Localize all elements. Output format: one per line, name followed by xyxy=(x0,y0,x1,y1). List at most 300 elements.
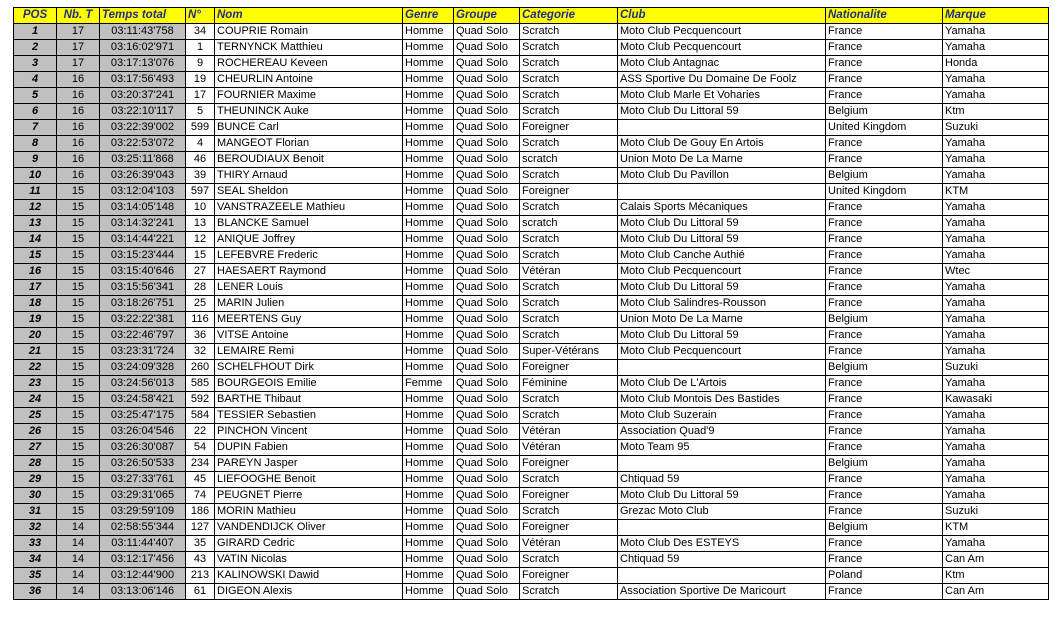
cell-total-time: 03:11:43'758 xyxy=(100,24,186,40)
cell-rider-name: BARTHE Thibaut xyxy=(215,392,403,408)
cell-brand: Yamaha xyxy=(943,296,1049,312)
cell-total-time: 03:16:02'971 xyxy=(100,40,186,56)
cell-brand: Yamaha xyxy=(943,344,1049,360)
cell-category: Scratch xyxy=(520,392,618,408)
cell-category: Féminine xyxy=(520,376,618,392)
cell-group: Quad Solo xyxy=(454,296,520,312)
cell-total-time: 03:18:26'751 xyxy=(100,296,186,312)
table-row xyxy=(14,104,1049,120)
cell-total-time: 03:14:32'241 xyxy=(100,216,186,232)
cell-bib-number: 116 xyxy=(186,312,215,328)
cell-rider-name: DUPIN Fabien xyxy=(215,440,403,456)
cell-total-time: 03:12:04'103 xyxy=(100,184,186,200)
cell-bib-number: 1 xyxy=(186,40,215,56)
cell-total-time: 03:15:40'646 xyxy=(100,264,186,280)
cell-brand: Yamaha xyxy=(943,72,1049,88)
cell-group: Quad Solo xyxy=(454,584,520,600)
cell-brand: Yamaha xyxy=(943,200,1049,216)
cell-rider-name: THIRY Arnaud xyxy=(215,168,403,184)
cell-brand: Yamaha xyxy=(943,424,1049,440)
cell-bib-number: 43 xyxy=(186,552,215,568)
cell-rider-name: SCHELFHOUT Dirk xyxy=(215,360,403,376)
table-row xyxy=(14,536,1049,552)
table-row xyxy=(14,184,1049,200)
cell-position: 6 xyxy=(14,104,57,120)
cell-bib-number: 186 xyxy=(186,504,215,520)
cell-nationality: France xyxy=(826,136,943,152)
cell-club: Association Quad'9 xyxy=(618,424,826,440)
cell-total-time: 03:27:33'761 xyxy=(100,472,186,488)
cell-bib-number: 36 xyxy=(186,328,215,344)
cell-bib-number: 9 xyxy=(186,56,215,72)
cell-club: Moto Club Du Pavillon xyxy=(618,168,826,184)
cell-category: Scratch xyxy=(520,168,618,184)
cell-club: Moto Club Suzerain xyxy=(618,408,826,424)
table-row xyxy=(14,296,1049,312)
cell-total-time: 03:13:06'146 xyxy=(100,584,186,600)
cell-gender: Homme xyxy=(403,232,454,248)
cell-category: Scratch xyxy=(520,408,618,424)
cell-club: Moto Club Des ESTEYS xyxy=(618,536,826,552)
cell-rider-name: THEUNINCK Auke xyxy=(215,104,403,120)
cell-category: Scratch xyxy=(520,232,618,248)
cell-laps: 15 xyxy=(57,376,100,392)
cell-nationality: France xyxy=(826,152,943,168)
cell-bib-number: 25 xyxy=(186,296,215,312)
cell-rider-name: PEUGNET Pierre xyxy=(215,488,403,504)
cell-club xyxy=(618,120,826,136)
cell-position: 13 xyxy=(14,216,57,232)
cell-total-time: 03:24:58'421 xyxy=(100,392,186,408)
cell-brand: Yamaha xyxy=(943,24,1049,40)
cell-brand: Suzuki xyxy=(943,360,1049,376)
cell-nationality: France xyxy=(826,40,943,56)
cell-laps: 17 xyxy=(57,56,100,72)
cell-brand: Yamaha xyxy=(943,248,1049,264)
cell-gender: Homme xyxy=(403,184,454,200)
cell-club: Moto Club Montois Des Bastides xyxy=(618,392,826,408)
cell-laps: 15 xyxy=(57,424,100,440)
cell-bib-number: 17 xyxy=(186,88,215,104)
cell-nationality: Belgium xyxy=(826,360,943,376)
cell-brand: Yamaha xyxy=(943,88,1049,104)
header-gender: Genre xyxy=(403,8,454,24)
cell-club: Moto Team 95 xyxy=(618,440,826,456)
cell-category: Scratch xyxy=(520,136,618,152)
cell-category: Scratch xyxy=(520,40,618,56)
cell-gender: Homme xyxy=(403,440,454,456)
cell-gender: Homme xyxy=(403,88,454,104)
cell-group: Quad Solo xyxy=(454,520,520,536)
cell-brand: Yamaha xyxy=(943,168,1049,184)
table-row xyxy=(14,328,1049,344)
cell-gender: Homme xyxy=(403,312,454,328)
cell-group: Quad Solo xyxy=(454,200,520,216)
cell-position: 26 xyxy=(14,424,57,440)
cell-total-time: 03:26:50'533 xyxy=(100,456,186,472)
cell-bib-number: 19 xyxy=(186,72,215,88)
cell-club: Moto Club Du Littoral 59 xyxy=(618,488,826,504)
cell-position: 33 xyxy=(14,536,57,552)
cell-rider-name: GIRARD Cedric xyxy=(215,536,403,552)
cell-nationality: Belgium xyxy=(826,520,943,536)
cell-position: 4 xyxy=(14,72,57,88)
cell-laps: 15 xyxy=(57,216,100,232)
cell-bib-number: 61 xyxy=(186,584,215,600)
cell-rider-name: BEROUDIAUX Benoit xyxy=(215,152,403,168)
cell-club xyxy=(618,568,826,584)
cell-rider-name: TESSIER Sebastien xyxy=(215,408,403,424)
cell-laps: 16 xyxy=(57,72,100,88)
cell-nationality: France xyxy=(826,200,943,216)
cell-gender: Homme xyxy=(403,216,454,232)
cell-laps: 15 xyxy=(57,184,100,200)
cell-rider-name: BUNCE Carl xyxy=(215,120,403,136)
cell-group: Quad Solo xyxy=(454,216,520,232)
cell-brand: Suzuki xyxy=(943,120,1049,136)
cell-position: 9 xyxy=(14,152,57,168)
cell-category: Vétéran xyxy=(520,264,618,280)
cell-group: Quad Solo xyxy=(454,88,520,104)
cell-nationality: Belgium xyxy=(826,168,943,184)
table-row xyxy=(14,360,1049,376)
cell-category: Foreigner xyxy=(520,488,618,504)
cell-bib-number: 584 xyxy=(186,408,215,424)
cell-group: Quad Solo xyxy=(454,344,520,360)
cell-brand: Yamaha xyxy=(943,312,1049,328)
cell-total-time: 03:22:22'381 xyxy=(100,312,186,328)
cell-group: Quad Solo xyxy=(454,120,520,136)
cell-laps: 14 xyxy=(57,552,100,568)
cell-nationality: France xyxy=(826,552,943,568)
cell-rider-name: CHEURLIN Antoine xyxy=(215,72,403,88)
cell-nationality: United Kingdom xyxy=(826,184,943,200)
cell-rider-name: PINCHON Vincent xyxy=(215,424,403,440)
cell-group: Quad Solo xyxy=(454,264,520,280)
table-row xyxy=(14,136,1049,152)
cell-bib-number: 597 xyxy=(186,184,215,200)
cell-group: Quad Solo xyxy=(454,184,520,200)
table-row xyxy=(14,520,1049,536)
table-row xyxy=(14,200,1049,216)
cell-rider-name: BLANCKE Samuel xyxy=(215,216,403,232)
cell-laps: 15 xyxy=(57,200,100,216)
cell-laps: 15 xyxy=(57,232,100,248)
cell-gender: Homme xyxy=(403,264,454,280)
cell-rider-name: PAREYN Jasper xyxy=(215,456,403,472)
cell-gender: Homme xyxy=(403,248,454,264)
cell-bib-number: 127 xyxy=(186,520,215,536)
cell-laps: 15 xyxy=(57,456,100,472)
table-row xyxy=(14,488,1049,504)
cell-laps: 16 xyxy=(57,168,100,184)
cell-position: 21 xyxy=(14,344,57,360)
cell-nationality: France xyxy=(826,504,943,520)
cell-bib-number: 27 xyxy=(186,264,215,280)
cell-rider-name: ANIQUE Joffrey xyxy=(215,232,403,248)
cell-club: Moto Club Pecquencourt xyxy=(618,344,826,360)
table-row xyxy=(14,504,1049,520)
cell-group: Quad Solo xyxy=(454,440,520,456)
cell-rider-name: MORIN Mathieu xyxy=(215,504,403,520)
cell-total-time: 03:20:37'241 xyxy=(100,88,186,104)
cell-position: 32 xyxy=(14,520,57,536)
cell-laps: 15 xyxy=(57,472,100,488)
cell-rider-name: SEAL Sheldon xyxy=(215,184,403,200)
cell-total-time: 03:23:31'724 xyxy=(100,344,186,360)
cell-gender: Homme xyxy=(403,344,454,360)
cell-nationality: France xyxy=(826,264,943,280)
cell-brand: Wtec xyxy=(943,264,1049,280)
cell-position: 12 xyxy=(14,200,57,216)
cell-category: Scratch xyxy=(520,56,618,72)
table-row xyxy=(14,40,1049,56)
cell-rider-name: ROCHEREAU Keveen xyxy=(215,56,403,72)
table-row xyxy=(14,24,1049,40)
cell-position: 25 xyxy=(14,408,57,424)
table-row xyxy=(14,72,1049,88)
cell-category: Vétéran xyxy=(520,440,618,456)
cell-bib-number: 39 xyxy=(186,168,215,184)
header-laps: Nb. T xyxy=(57,8,100,24)
cell-group: Quad Solo xyxy=(454,328,520,344)
table-row xyxy=(14,216,1049,232)
cell-rider-name: MEERTENS Guy xyxy=(215,312,403,328)
cell-position: 19 xyxy=(14,312,57,328)
cell-total-time: 03:24:56'013 xyxy=(100,376,186,392)
cell-total-time: 03:29:59'109 xyxy=(100,504,186,520)
cell-laps: 15 xyxy=(57,344,100,360)
cell-total-time: 03:22:46'797 xyxy=(100,328,186,344)
cell-club: Chtiquad 59 xyxy=(618,472,826,488)
cell-gender: Homme xyxy=(403,280,454,296)
cell-rider-name: DIGEON Alexis xyxy=(215,584,403,600)
cell-total-time: 03:17:13'076 xyxy=(100,56,186,72)
cell-brand: Yamaha xyxy=(943,440,1049,456)
cell-total-time: 03:22:10'117 xyxy=(100,104,186,120)
cell-club: Moto Club Du Littoral 59 xyxy=(618,328,826,344)
cell-position: 17 xyxy=(14,280,57,296)
cell-rider-name: LIEFOOGHE Benoit xyxy=(215,472,403,488)
cell-gender: Femme xyxy=(403,376,454,392)
cell-total-time: 03:17:56'493 xyxy=(100,72,186,88)
header-club: Club xyxy=(618,8,826,24)
cell-total-time: 03:26:39'043 xyxy=(100,168,186,184)
cell-bib-number: 15 xyxy=(186,248,215,264)
table-row xyxy=(14,552,1049,568)
cell-category: Scratch xyxy=(520,104,618,120)
cell-laps: 15 xyxy=(57,408,100,424)
cell-bib-number: 13 xyxy=(186,216,215,232)
cell-gender: Homme xyxy=(403,488,454,504)
cell-nationality: France xyxy=(826,24,943,40)
cell-bib-number: 54 xyxy=(186,440,215,456)
cell-position: 24 xyxy=(14,392,57,408)
cell-nationality: Belgium xyxy=(826,312,943,328)
cell-nationality: France xyxy=(826,72,943,88)
cell-club xyxy=(618,184,826,200)
cell-brand: Can Am xyxy=(943,584,1049,600)
cell-group: Quad Solo xyxy=(454,56,520,72)
cell-position: 35 xyxy=(14,568,57,584)
cell-laps: 14 xyxy=(57,568,100,584)
cell-laps: 15 xyxy=(57,264,100,280)
cell-total-time: 02:58:55'344 xyxy=(100,520,186,536)
cell-category: Scratch xyxy=(520,24,618,40)
table-row xyxy=(14,152,1049,168)
table-body xyxy=(14,24,1049,600)
header-category: Categorie xyxy=(520,8,618,24)
header-position: POS xyxy=(14,8,57,24)
cell-club: Moto Club Du Littoral 59 xyxy=(618,232,826,248)
cell-nationality: France xyxy=(826,440,943,456)
cell-laps: 15 xyxy=(57,504,100,520)
cell-position: 10 xyxy=(14,168,57,184)
table-row xyxy=(14,344,1049,360)
cell-brand: Yamaha xyxy=(943,136,1049,152)
cell-gender: Homme xyxy=(403,504,454,520)
cell-rider-name: FOURNIER Maxime xyxy=(215,88,403,104)
cell-club: Moto Club Pecquencourt xyxy=(618,40,826,56)
cell-total-time: 03:11:44'407 xyxy=(100,536,186,552)
cell-laps: 16 xyxy=(57,136,100,152)
cell-nationality: France xyxy=(826,248,943,264)
cell-brand: Can Am xyxy=(943,552,1049,568)
cell-brand: KTM xyxy=(943,184,1049,200)
cell-category: Foreigner xyxy=(520,520,618,536)
cell-laps: 15 xyxy=(57,280,100,296)
cell-nationality: France xyxy=(826,536,943,552)
cell-position: 15 xyxy=(14,248,57,264)
cell-total-time: 03:29:31'065 xyxy=(100,488,186,504)
cell-rider-name: VANDENDIJCK Oliver xyxy=(215,520,403,536)
cell-category: scratch xyxy=(520,152,618,168)
cell-position: 23 xyxy=(14,376,57,392)
cell-club: Union Moto De La Marne xyxy=(618,312,826,328)
cell-gender: Homme xyxy=(403,392,454,408)
cell-nationality: Poland xyxy=(826,568,943,584)
cell-nationality: France xyxy=(826,280,943,296)
cell-gender: Homme xyxy=(403,424,454,440)
cell-rider-name: KALINOWSKI Dawid xyxy=(215,568,403,584)
cell-category: Foreigner xyxy=(520,120,618,136)
table-row xyxy=(14,424,1049,440)
cell-category: Scratch xyxy=(520,472,618,488)
cell-rider-name: LEFEBVRE Frederic xyxy=(215,248,403,264)
cell-bib-number: 260 xyxy=(186,360,215,376)
cell-club: Moto Club Du Littoral 59 xyxy=(618,280,826,296)
cell-rider-name: LENER Louis xyxy=(215,280,403,296)
cell-position: 3 xyxy=(14,56,57,72)
cell-nationality: France xyxy=(826,344,943,360)
cell-category: Foreigner xyxy=(520,456,618,472)
cell-total-time: 03:24:09'328 xyxy=(100,360,186,376)
cell-position: 8 xyxy=(14,136,57,152)
cell-nationality: France xyxy=(826,488,943,504)
table-row xyxy=(14,168,1049,184)
cell-category: Scratch xyxy=(520,312,618,328)
cell-gender: Homme xyxy=(403,568,454,584)
cell-position: 2 xyxy=(14,40,57,56)
cell-rider-name: HAESAERT Raymond xyxy=(215,264,403,280)
header-nationality: Nationalite xyxy=(826,8,943,24)
cell-bib-number: 74 xyxy=(186,488,215,504)
cell-category: scratch xyxy=(520,216,618,232)
cell-position: 7 xyxy=(14,120,57,136)
table-row xyxy=(14,120,1049,136)
cell-category: Scratch xyxy=(520,584,618,600)
cell-bib-number: 4 xyxy=(186,136,215,152)
cell-nationality: France xyxy=(826,584,943,600)
cell-group: Quad Solo xyxy=(454,248,520,264)
cell-bib-number: 46 xyxy=(186,152,215,168)
cell-position: 36 xyxy=(14,584,57,600)
table-row xyxy=(14,568,1049,584)
cell-nationality: Belgium xyxy=(826,456,943,472)
cell-category: Scratch xyxy=(520,280,618,296)
cell-laps: 15 xyxy=(57,328,100,344)
cell-position: 16 xyxy=(14,264,57,280)
cell-laps: 16 xyxy=(57,120,100,136)
cell-position: 18 xyxy=(14,296,57,312)
cell-brand: Yamaha xyxy=(943,488,1049,504)
table-row xyxy=(14,472,1049,488)
cell-brand: Yamaha xyxy=(943,328,1049,344)
cell-group: Quad Solo xyxy=(454,152,520,168)
cell-group: Quad Solo xyxy=(454,104,520,120)
cell-bib-number: 28 xyxy=(186,280,215,296)
cell-bib-number: 5 xyxy=(186,104,215,120)
table-row xyxy=(14,584,1049,600)
cell-laps: 15 xyxy=(57,488,100,504)
cell-category: Scratch xyxy=(520,88,618,104)
cell-nationality: Belgium xyxy=(826,104,943,120)
cell-club xyxy=(618,520,826,536)
table-row xyxy=(14,232,1049,248)
cell-gender: Homme xyxy=(403,456,454,472)
cell-bib-number: 592 xyxy=(186,392,215,408)
cell-nationality: France xyxy=(826,216,943,232)
cell-gender: Homme xyxy=(403,40,454,56)
cell-club: Moto Club Salindres-Rousson xyxy=(618,296,826,312)
cell-laps: 14 xyxy=(57,520,100,536)
cell-brand: Ktm xyxy=(943,104,1049,120)
cell-laps: 15 xyxy=(57,392,100,408)
cell-group: Quad Solo xyxy=(454,408,520,424)
cell-group: Quad Solo xyxy=(454,392,520,408)
cell-gender: Homme xyxy=(403,136,454,152)
cell-rider-name: MANGEOT Florian xyxy=(215,136,403,152)
cell-brand: Honda xyxy=(943,56,1049,72)
cell-club: Moto Club Marle Et Voharies xyxy=(618,88,826,104)
cell-club: ASS Sportive Du Domaine De Foolz xyxy=(618,72,826,88)
cell-total-time: 03:22:39'002 xyxy=(100,120,186,136)
cell-club: Moto Club Du Littoral 59 xyxy=(618,104,826,120)
cell-position: 5 xyxy=(14,88,57,104)
cell-brand: Yamaha xyxy=(943,40,1049,56)
cell-laps: 14 xyxy=(57,584,100,600)
cell-club: Grezac Moto Club xyxy=(618,504,826,520)
cell-gender: Homme xyxy=(403,472,454,488)
cell-nationality: France xyxy=(826,296,943,312)
cell-nationality: France xyxy=(826,392,943,408)
cell-nationality: France xyxy=(826,424,943,440)
cell-bib-number: 12 xyxy=(186,232,215,248)
cell-total-time: 03:26:04'546 xyxy=(100,424,186,440)
table-row xyxy=(14,248,1049,264)
table-row xyxy=(14,264,1049,280)
cell-total-time: 03:26:30'087 xyxy=(100,440,186,456)
